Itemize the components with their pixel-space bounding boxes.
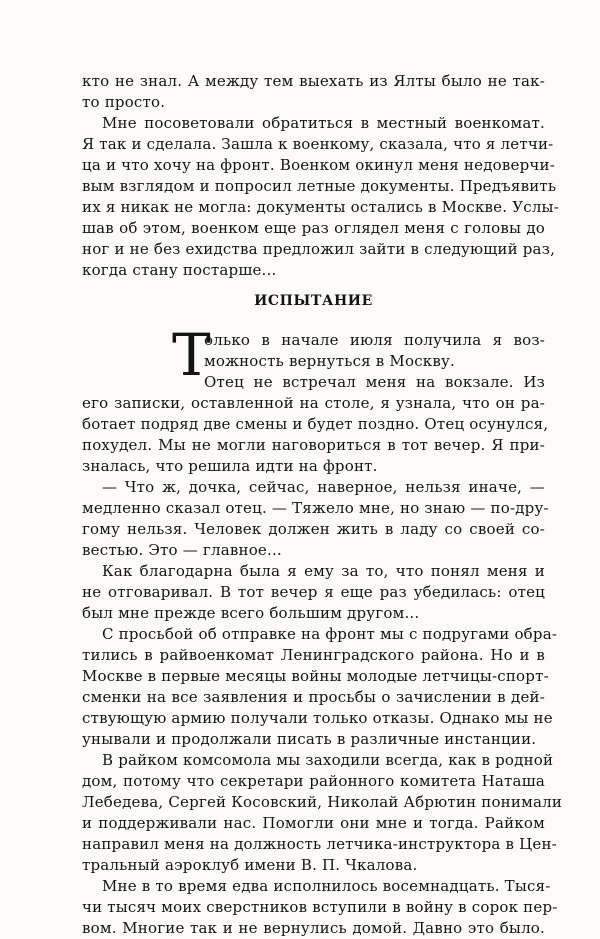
- section-title: ИСПЫТАНИЕ: [254, 293, 373, 309]
- text-line: С просьбой об отправке на фронт мы с подругами обра-: [102, 625, 558, 643]
- text-line: ног и не без ехидства предложил зайти в следующий раз,: [82, 240, 556, 258]
- text-line: направил меня на должность летчика-инструктора в Цен-: [82, 835, 557, 853]
- text-line: Я так и сделала. Зашла к военкому, сказала, что я летчи-: [82, 135, 554, 153]
- text-line: когда стану постарше...: [82, 261, 277, 279]
- text-line: чи тысяч моих сверстников вступили в войну в сорок пер-: [82, 898, 558, 916]
- text-line: Москве в первые месяцы войны молодые летчицы-спорт-: [82, 667, 549, 685]
- text-line: был мне прежде всего большим другом...: [82, 604, 420, 622]
- text-line: то просто.: [82, 93, 166, 111]
- text-line: Мне в то время едва исполнилось восемнадцать. Тыся-: [102, 877, 551, 895]
- text-line: вестью. Это — главное...: [82, 541, 282, 559]
- text-line: — Что ж, дочка, сейчас, наверное, нельзя иначе, —: [102, 478, 545, 496]
- drop-cap: Т: [172, 321, 211, 389]
- text-line: кто не знал. А между тем выехать из Ялты было не так-: [82, 72, 545, 90]
- text-line: ствующую армию получали только отказы. Однако мы не: [82, 709, 553, 727]
- text-line: тральный аэроклуб имени В. П. Чкалова.: [82, 856, 418, 874]
- text-line: сменки на все заявления и просьбы о зачислении в дей-: [82, 688, 545, 706]
- text-line: Лебедева, Сергей Косовский, Николай Абрютин понимали: [82, 793, 563, 811]
- text-line: шав об этом, военком еще раз оглядел меня с головы до: [82, 219, 545, 237]
- text-line: вым взглядом и попросил летные документы. Предъявить: [82, 177, 557, 195]
- text-line: и поддерживали нас. Помогли они мне и тогда. Райком: [82, 814, 545, 832]
- text-line: дом, потому что секретари районного комитета Наташа: [82, 772, 545, 790]
- text-line: Мне посоветовали обратиться в местный военкомат.: [102, 114, 545, 132]
- text-line: вом. Многие так и не вернулись домой. Давно это было.: [82, 919, 545, 937]
- text-line: В райком комсомола мы заходили всегда, как в родной: [102, 751, 554, 769]
- text-line: олько в начале июля получила я воз-: [204, 331, 545, 349]
- text-line: их я никак не могла: документы остались в Москве. Услы-: [82, 198, 559, 216]
- text-line: гому нельзя. Человек должен жить в ладу со своей со-: [82, 520, 545, 538]
- text-line: ца и что хочу на фронт. Военком окинул меня недоверчи-: [82, 156, 555, 174]
- text-line: Отец не встречал меня на вокзале. Из: [204, 373, 545, 391]
- text-line: медленно сказал отец. — Тяжело мне, но знаю — по-дру-: [82, 499, 549, 517]
- text-line: ботает подряд две смены и будет поздно. Отец осунулся,: [82, 415, 549, 433]
- text-line: унывали и продолжали писать в различные инстанции.: [82, 730, 537, 748]
- text-line: его записки, оставленной на столе, я узнала, что он ра-: [82, 394, 545, 412]
- text-line: можность вернуться в Москву.: [204, 352, 456, 370]
- text-line: Как благодарна была я ему за то, что понял меня и: [102, 562, 545, 580]
- text-line: не отговаривал. В тот вечер я еще раз убедилась: отец: [82, 583, 545, 601]
- text-line: похудел. Мы не могли наговориться в тот вечер. Я при-: [82, 436, 545, 454]
- text-line: тились в райвоенкомат Ленинградского района. Но и в: [82, 646, 545, 664]
- text-line: зналась, что решила идти на фронт.: [82, 457, 378, 475]
